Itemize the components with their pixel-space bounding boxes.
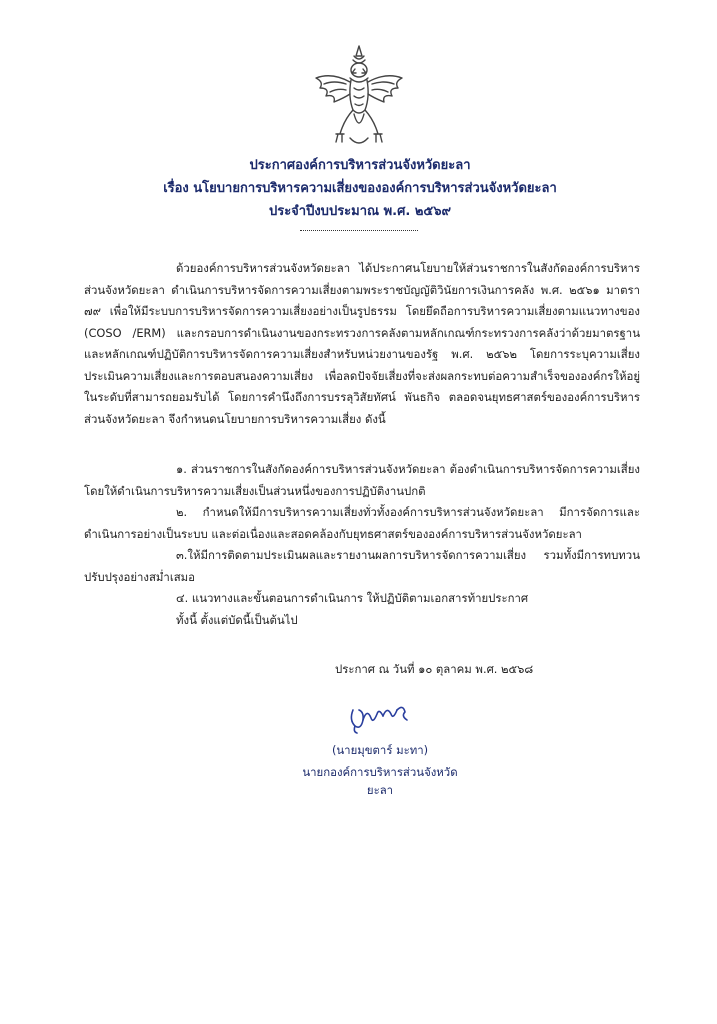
fiscal-year: ประจำปีงบประมาณ พ.ศ. ๒๕๖๙ bbox=[268, 204, 452, 219]
policy-item-1: ๑. ส่วนราชการในสังกัดองค์การบริหารส่วนจังหวัดยะลา ต้องดำเนินการบริหารจัดการความเสี่ยงโดยให้ดำเนินการบริหารความเสี่ยงเป็นส่วนหนึ่งของการปฏิบัติงานปกติ bbox=[84, 462, 640, 498]
intro-paragraph: ด้วยองค์การบริหารส่วนจังหวัดยะลา ได้ประกาศนโยบายให้ส่วนราชการในสังกัดองค์การบริหารส่วนจังหวัดยะลา ดำเนินการบริหารจัดการความเสี่ยงตามพระราชบัญญัติวินัยการเงินการคลัง พ.ศ. ๒๕๖๑ มาตรา ๗๙ เพื่อให้มีระบบการบริหารจัดการความเสี่ยงอย่างเป็นรูปธรรม โดยยึดถือการบริหารความเสี่ยงตามแนวทางของ (COSO /ERM) และกรอบการดำเนินงานของกระทรวงการคลังตามหลักเกณฑ์กระทรวงการคลังว่าด้วยมาตรฐานและหลักเกณฑ์ปฏิบัติการบริหารจัดการความเสี่ยงสำหรับหน่วยงานของรัฐ พ.ศ. ๒๕๖๒ โดยการระบุความเสี่ยง ประเมินความเสี่ยงและการตอบสนองความเสี่ยง เพื่อลดปัจจัยเสี่ยงที่จะส่งผลกระทบต่อความสำเร็จขององค์กรให้อยู่ในระดับที่สามารถยอมรับได้ โดยการคำนึงถึงการบรรลุวิสัยทัศน์ พันธกิจ ตลอดจนยุทธศาสตร์ขององค์การบริหารส่วนจังหวัดยะลา จึงกำหนดนโยบายการบริหารความเสี่ยง ดังนี้ bbox=[84, 261, 640, 426]
policy-item-3: ๓.ให้มีการติดตามประเมินผลและรายงานผลการบริหารจัดการความเสี่ยง รวมทั้งมีการทบทวนปรับปรุงอย่างสม่ำเสมอ bbox=[84, 548, 640, 584]
title-divider bbox=[300, 230, 418, 231]
document-title: ประกาศองค์การบริหารส่วนจังหวัดยะลา bbox=[249, 158, 471, 173]
closing-statement: ทั้งนี้ ตั้งแต่บัดนี้เป็นต้นไป bbox=[176, 612, 298, 627]
policy-list bbox=[84, 459, 640, 631]
garuda-emblem-icon bbox=[310, 42, 408, 150]
policy-item-2: ๒. กำหนดให้มีการบริหารความเสี่ยงทั่วทั้งองค์การบริหารส่วนจังหวัดยะลา มีการจัดการและดำเนินการอย่างเป็นระบบ และต่อเนื่องและสอดคล้องกับยุทธศาสตร์ขององค์การบริหารส่วนจังหวัดยะลา bbox=[84, 505, 640, 541]
announcement-date: ประกาศ ณ วันที่ ๑๐ ตุลาคม พ.ศ. ๒๕๖๘ bbox=[335, 662, 534, 676]
signer-name: (นายมุขตาร์ มะทา) bbox=[331, 743, 429, 757]
policy-item-4: ๔. แนวทางและขั้นตอนการดำเนินการ ให้ปฏิบัติตามเอกสารท้ายประกาศ bbox=[176, 591, 529, 605]
document-subject: เรื่อง นโยบายการบริหารความเสี่ยงขององค์การบริหารส่วนจังหวัดยะลา bbox=[163, 181, 557, 196]
document-body bbox=[84, 258, 640, 430]
signer-position: นายกองค์การบริหารส่วนจังหวัดยะลา bbox=[302, 765, 458, 797]
signature bbox=[345, 700, 415, 734]
